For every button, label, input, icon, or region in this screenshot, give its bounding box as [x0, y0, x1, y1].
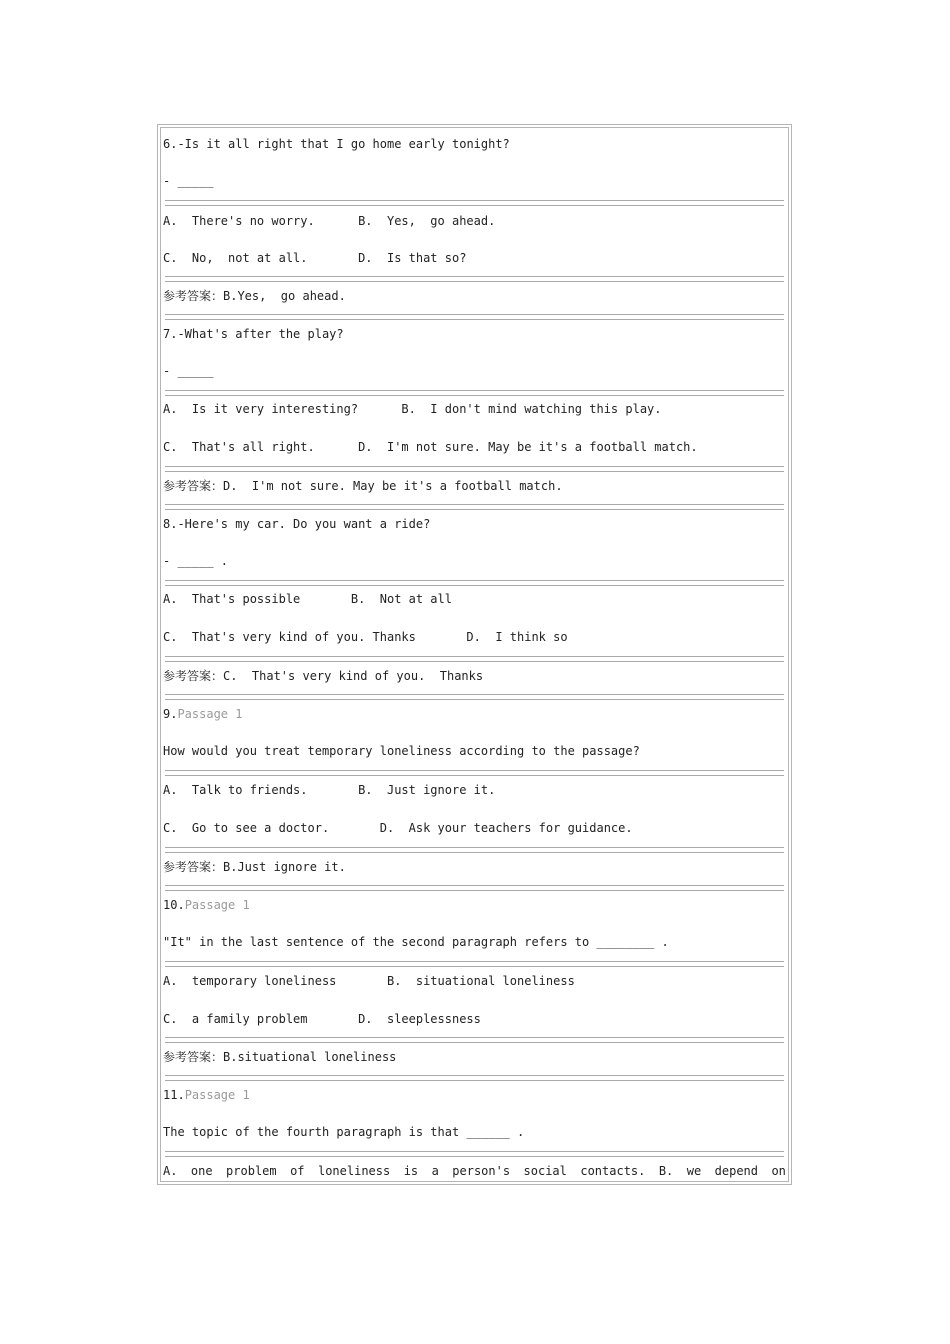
passage-link[interactable]: Passage 1 — [177, 707, 243, 721]
question-prompt: 7.-What's after the play? — [163, 327, 344, 341]
row-divider — [165, 390, 784, 396]
options-line-2: C. Go to see a doctor. D. Ask your teachers for guidance. — [163, 821, 633, 835]
answer-blank: - _____ . — [163, 554, 229, 568]
answer-blank: - _____ — [163, 364, 214, 378]
options-line-1: A. That's possible B. Not at all — [163, 592, 452, 606]
row-divider — [165, 1075, 784, 1081]
question-prompt: The topic of the fourth paragraph is that ______ . — [163, 1125, 525, 1139]
passage-link[interactable]: Passage 1 — [184, 1088, 250, 1102]
row-divider — [165, 504, 784, 510]
option-word: depend — [714, 1164, 758, 1178]
question-number: 10.Passage 1 — [163, 898, 250, 912]
quiz-sheet-inner — [160, 127, 789, 1182]
options-line-2: C. No, not at all. D. Is that so? — [163, 251, 467, 265]
option-word: is — [403, 1164, 419, 1178]
option-word: on — [771, 1164, 786, 1178]
option-word: B. — [658, 1164, 674, 1178]
row-divider — [165, 1037, 784, 1043]
option-word: of — [290, 1164, 305, 1178]
option-word: social — [523, 1164, 567, 1178]
row-divider — [165, 847, 784, 853]
reference-answer: 参考答案：B.situational loneliness — [163, 1050, 397, 1064]
option-word: contacts. — [580, 1164, 646, 1178]
question-prompt: 6.-Is it all right that I go home early tonight? — [163, 137, 510, 151]
question-prompt: How would you treat temporary loneliness according to the passage? — [163, 744, 640, 758]
row-divider — [165, 314, 784, 320]
option-word: problem — [226, 1164, 277, 1178]
row-divider — [165, 770, 784, 776]
reference-answer: 参考答案：D. I'm not sure. May be it's a football match. — [163, 479, 563, 493]
options-line-1 — [163, 1164, 786, 1178]
reference-answer: 参考答案：B.Just ignore it. — [163, 860, 346, 874]
option-word: A. — [163, 1164, 178, 1178]
options-line-1: A. temporary loneliness B. situational loneliness — [163, 974, 575, 988]
row-divider — [165, 200, 784, 206]
option-word: a — [431, 1164, 439, 1178]
answer-blank: - _____ — [163, 174, 214, 188]
question-prompt: 8.-Here's my car. Do you want a ride? — [163, 517, 431, 531]
row-divider — [165, 656, 784, 662]
option-word: loneliness — [317, 1164, 391, 1178]
question-number: 11.Passage 1 — [163, 1088, 250, 1102]
option-word: we — [686, 1164, 702, 1178]
passage-link[interactable]: Passage 1 — [184, 898, 250, 912]
reference-answer: 参考答案：C. That's very kind of you. Thanks — [163, 669, 484, 683]
quiz-sheet — [157, 124, 792, 1185]
question-prompt: "It" in the last sentence of the second paragraph refers to ________ . — [163, 935, 669, 949]
option-word: person's — [452, 1164, 511, 1178]
row-divider — [165, 1151, 784, 1157]
row-divider — [165, 580, 784, 586]
options-line-1: A. Is it very interesting? B. I don't mind watching this play. — [163, 402, 662, 416]
option-word: one — [190, 1164, 213, 1178]
row-divider — [165, 885, 784, 891]
options-line-1: A. There's no worry. B. Yes, go ahead. — [163, 214, 496, 228]
options-line-2: C. That's very kind of you. Thanks D. I think so — [163, 630, 568, 644]
reference-answer: 参考答案：B.Yes, go ahead. — [163, 289, 346, 303]
row-divider — [165, 961, 784, 967]
options-line-1: A. Talk to friends. B. Just ignore it. — [163, 783, 496, 797]
options-line-2: C. a family problem D. sleeplessness — [163, 1012, 481, 1026]
row-divider — [165, 276, 784, 282]
row-divider — [165, 466, 784, 472]
options-line-2: C. That's all right. D. I'm not sure. May be it's a football match. — [163, 440, 698, 454]
question-number: 9.Passage 1 — [163, 707, 243, 721]
row-divider — [165, 694, 784, 700]
